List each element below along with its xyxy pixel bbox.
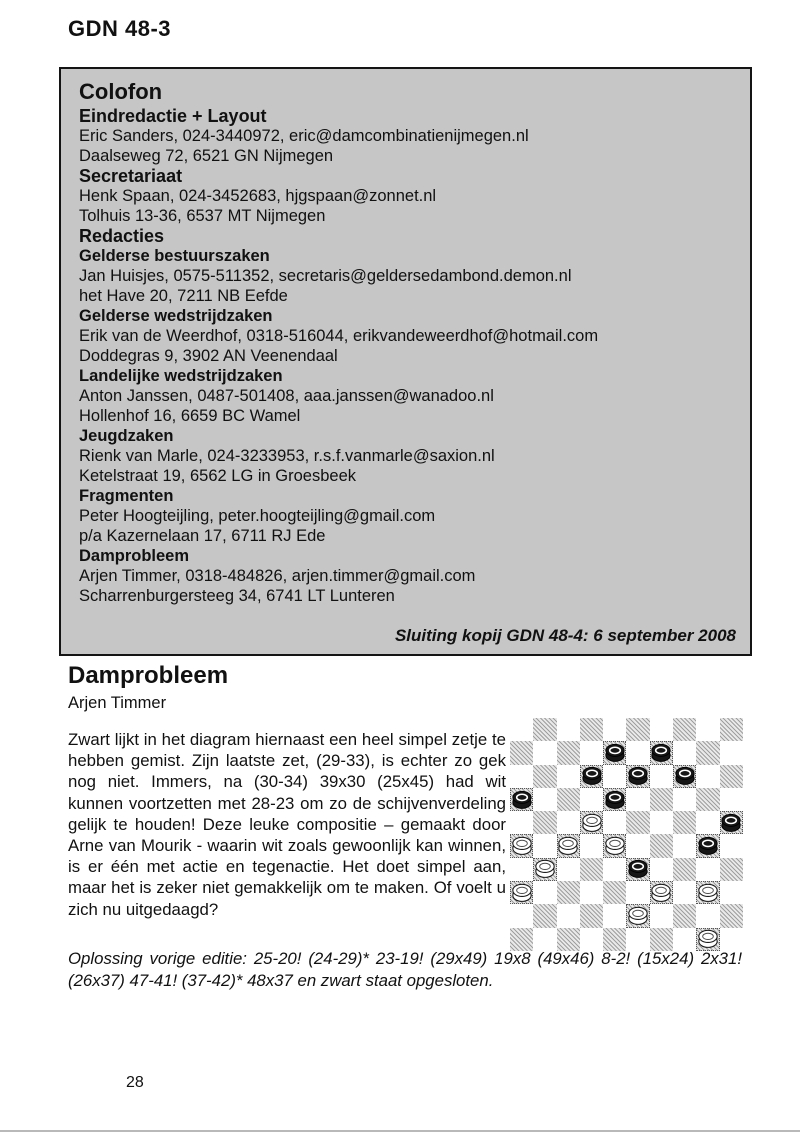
colofon-line: Scharrenburgersteeg 34, 6741 LT Lunteren xyxy=(79,587,395,605)
colofon-heading: Jeugdzaken xyxy=(79,427,174,445)
board-square-38 xyxy=(603,881,626,904)
board-square-20 xyxy=(696,788,719,811)
colofon-line: Arjen Timmer, 0318-484826, arjen.timmer@gmail.com xyxy=(79,567,476,585)
board-light-cell xyxy=(603,718,626,741)
board-square-12 xyxy=(580,765,603,788)
board-light-cell xyxy=(603,811,626,834)
page-header-title: GDN 48-3 xyxy=(68,16,172,41)
board-square-30 xyxy=(696,834,719,857)
board-square-9 xyxy=(650,741,673,764)
board-square-27 xyxy=(557,834,580,857)
board-light-cell xyxy=(557,765,580,788)
colofon-heading: Gelderse bestuurszaken xyxy=(79,247,270,265)
board-square-28 xyxy=(603,834,626,857)
board-light-cell xyxy=(626,741,649,764)
board-square-24 xyxy=(673,811,696,834)
colofon-box xyxy=(59,67,752,656)
board-light-cell xyxy=(696,765,719,788)
white-piece xyxy=(557,835,579,856)
board-square-6 xyxy=(510,741,533,764)
colofon-line: Tolhuis 13-36, 6537 MT Nijmegen xyxy=(79,207,326,225)
board-light-cell xyxy=(580,881,603,904)
board-square-34 xyxy=(673,858,696,881)
board-square-11 xyxy=(533,765,556,788)
board-light-cell xyxy=(650,718,673,741)
board-square-45 xyxy=(720,904,743,927)
board-light-cell xyxy=(510,904,533,927)
board-light-cell xyxy=(696,718,719,741)
article-body-paragraph: Zwart lijkt in het diagram hiernaast een heel simpel zetje te hebben gemist. Zijn laatste zet, (29-33), is echter zo gek nog niet. Immers, na (30-34) 39x30 (25x45) had wit kunnen voortzetten met 28-23 om zo de schijvenverdeling gelijk te houden! Deze leuke compositie – gemaakt door Arne van Mourik - waarin wit zoals gewoonlijk kan winnen, is er één met actie en tegenactie. Het doet simpel aan, maar het is zeker niet gemakkelijk om te maken. Of voelt u zich nu uitgedaagd? xyxy=(68,730,506,919)
black-piece xyxy=(604,789,626,810)
black-piece xyxy=(627,859,649,880)
colofon-deadline-note: Sluiting kopij GDN 48-4: 6 september 2008 xyxy=(394,626,736,645)
board-light-cell xyxy=(696,811,719,834)
board-square-5 xyxy=(720,718,743,741)
white-piece xyxy=(604,835,626,856)
board-square-35 xyxy=(720,858,743,881)
white-piece xyxy=(697,928,719,949)
board-light-cell xyxy=(510,858,533,881)
board-square-37 xyxy=(557,881,580,904)
colofon-line: Jan Huisjes, 0575-511352, secretaris@geldersedambond.demon.nl xyxy=(79,267,572,285)
board-light-cell xyxy=(673,834,696,857)
colofon-title: Colofon xyxy=(79,79,163,104)
colofon-entries xyxy=(79,106,734,606)
board-square-19 xyxy=(650,788,673,811)
board-square-39 xyxy=(650,881,673,904)
black-piece xyxy=(604,742,626,763)
board-square-15 xyxy=(720,765,743,788)
article-author: Arjen Timmer xyxy=(68,694,167,712)
board-light-cell xyxy=(557,858,580,881)
colofon-line: Hollenhof 16, 6659 BC Wamel xyxy=(79,407,301,425)
board-square-18 xyxy=(603,788,626,811)
board-square-14 xyxy=(673,765,696,788)
board-light-cell xyxy=(510,811,533,834)
board-square-2 xyxy=(580,718,603,741)
draughts-board-diagram xyxy=(510,718,743,951)
board-square-17 xyxy=(557,788,580,811)
colofon-heading: Gelderse wedstrijdzaken xyxy=(79,307,273,325)
board-light-cell xyxy=(720,881,743,904)
scan-edge-artifact xyxy=(0,1130,800,1132)
board-light-cell xyxy=(510,765,533,788)
white-piece xyxy=(534,859,556,880)
board-light-cell xyxy=(580,834,603,857)
board-square-13 xyxy=(626,765,649,788)
board-square-43 xyxy=(626,904,649,927)
board-light-cell xyxy=(580,788,603,811)
board-square-33 xyxy=(626,858,649,881)
board-square-40 xyxy=(696,881,719,904)
board-light-cell xyxy=(650,811,673,834)
black-piece xyxy=(511,789,533,810)
board-light-cell xyxy=(720,741,743,764)
board-light-cell xyxy=(650,904,673,927)
board-light-cell xyxy=(580,741,603,764)
black-piece xyxy=(697,835,719,856)
previous-solution-paragraph: Oplossing vorige editie: 25-20! (24-29)* 23-19! (29x49) 19x8 (49x46) 8-2! (15x24) 2x31! (26x37) 47-41! (37-42)* 48x37 en zwart staat opgesloten. xyxy=(68,949,742,990)
board-light-cell xyxy=(533,741,556,764)
black-piece xyxy=(581,765,603,786)
page-number: 28 xyxy=(126,1074,144,1091)
colofon-heading: Fragmenten xyxy=(79,487,174,505)
board-square-26 xyxy=(510,834,533,857)
colofon-line: Eric Sanders, 024-3440972, eric@damcombinatienijmegen.nl xyxy=(79,127,529,145)
board-square-42 xyxy=(580,904,603,927)
board-square-44 xyxy=(673,904,696,927)
black-piece xyxy=(674,765,696,786)
board-square-8 xyxy=(603,741,626,764)
board-light-cell xyxy=(626,881,649,904)
white-piece xyxy=(581,812,603,833)
board-light-cell xyxy=(673,881,696,904)
board-square-31 xyxy=(533,858,556,881)
colofon-heading: Eindredactie + Layout xyxy=(79,106,267,126)
white-piece xyxy=(511,882,533,903)
colofon-line: Peter Hoogteijling, peter.hoogteijling@gmail.com xyxy=(79,507,436,525)
colofon-heading: Redacties xyxy=(79,226,165,246)
board-square-3 xyxy=(626,718,649,741)
board-light-cell xyxy=(673,788,696,811)
board-light-cell xyxy=(557,718,580,741)
board-light-cell xyxy=(533,788,556,811)
board-square-22 xyxy=(580,811,603,834)
board-light-cell xyxy=(650,858,673,881)
board-light-cell xyxy=(557,904,580,927)
colofon-line: Erik van de Weerdhof, 0318-516044, erikvandeweerdhof@hotmail.com xyxy=(79,327,599,345)
colofon-line: Anton Janssen, 0487-501408, aaa.janssen@wanadoo.nl xyxy=(79,387,494,405)
board-square-1 xyxy=(533,718,556,741)
colofon-heading: Damprobleem xyxy=(79,547,190,565)
white-piece xyxy=(627,905,649,926)
board-square-41 xyxy=(533,904,556,927)
board-square-16 xyxy=(510,788,533,811)
black-piece xyxy=(650,742,672,763)
colofon-line: Daalseweg 72, 6521 GN Nijmegen xyxy=(79,147,334,165)
white-piece xyxy=(697,882,719,903)
board-square-36 xyxy=(510,881,533,904)
board-square-32 xyxy=(580,858,603,881)
board-square-21 xyxy=(533,811,556,834)
board-square-23 xyxy=(626,811,649,834)
board-light-cell xyxy=(650,765,673,788)
colofon-line: Henk Spaan, 024-3452683, hjgspaan@zonnet.nl xyxy=(79,187,437,205)
board-square-10 xyxy=(696,741,719,764)
white-piece xyxy=(511,835,533,856)
colofon-line: Ketelstraat 19, 6562 LG in Groesbeek xyxy=(79,467,357,485)
colofon-line: Rienk van Marle, 024-3233953, r.s.f.vanmarle@saxion.nl xyxy=(79,447,495,465)
article-title: Damprobleem xyxy=(68,662,229,689)
colofon-heading: Secretariaat xyxy=(79,166,183,186)
board-light-cell xyxy=(696,904,719,927)
board-light-cell xyxy=(510,718,533,741)
black-piece xyxy=(720,812,742,833)
colofon-heading: Landelijke wedstrijdzaken xyxy=(79,367,283,385)
board-light-cell xyxy=(626,788,649,811)
board-light-cell xyxy=(673,741,696,764)
board-light-cell xyxy=(557,811,580,834)
colofon-line: p/a Kazernelaan 17, 6711 RJ Ede xyxy=(79,527,326,545)
board-light-cell xyxy=(603,858,626,881)
board-light-cell xyxy=(533,834,556,857)
board-light-cell xyxy=(720,834,743,857)
colofon-line: Doddegras 9, 3902 AN Veenendaal xyxy=(79,347,338,365)
board-square-29 xyxy=(650,834,673,857)
black-piece xyxy=(627,765,649,786)
board-square-7 xyxy=(557,741,580,764)
board-light-cell xyxy=(720,788,743,811)
board-light-cell xyxy=(696,858,719,881)
board-light-cell xyxy=(533,881,556,904)
board-light-cell xyxy=(626,834,649,857)
colofon-line: het Have 20, 7211 NB Eefde xyxy=(79,287,288,305)
white-piece xyxy=(650,882,672,903)
board-light-cell xyxy=(603,904,626,927)
board-light-cell xyxy=(603,765,626,788)
board-square-4 xyxy=(673,718,696,741)
board-square-25 xyxy=(720,811,743,834)
